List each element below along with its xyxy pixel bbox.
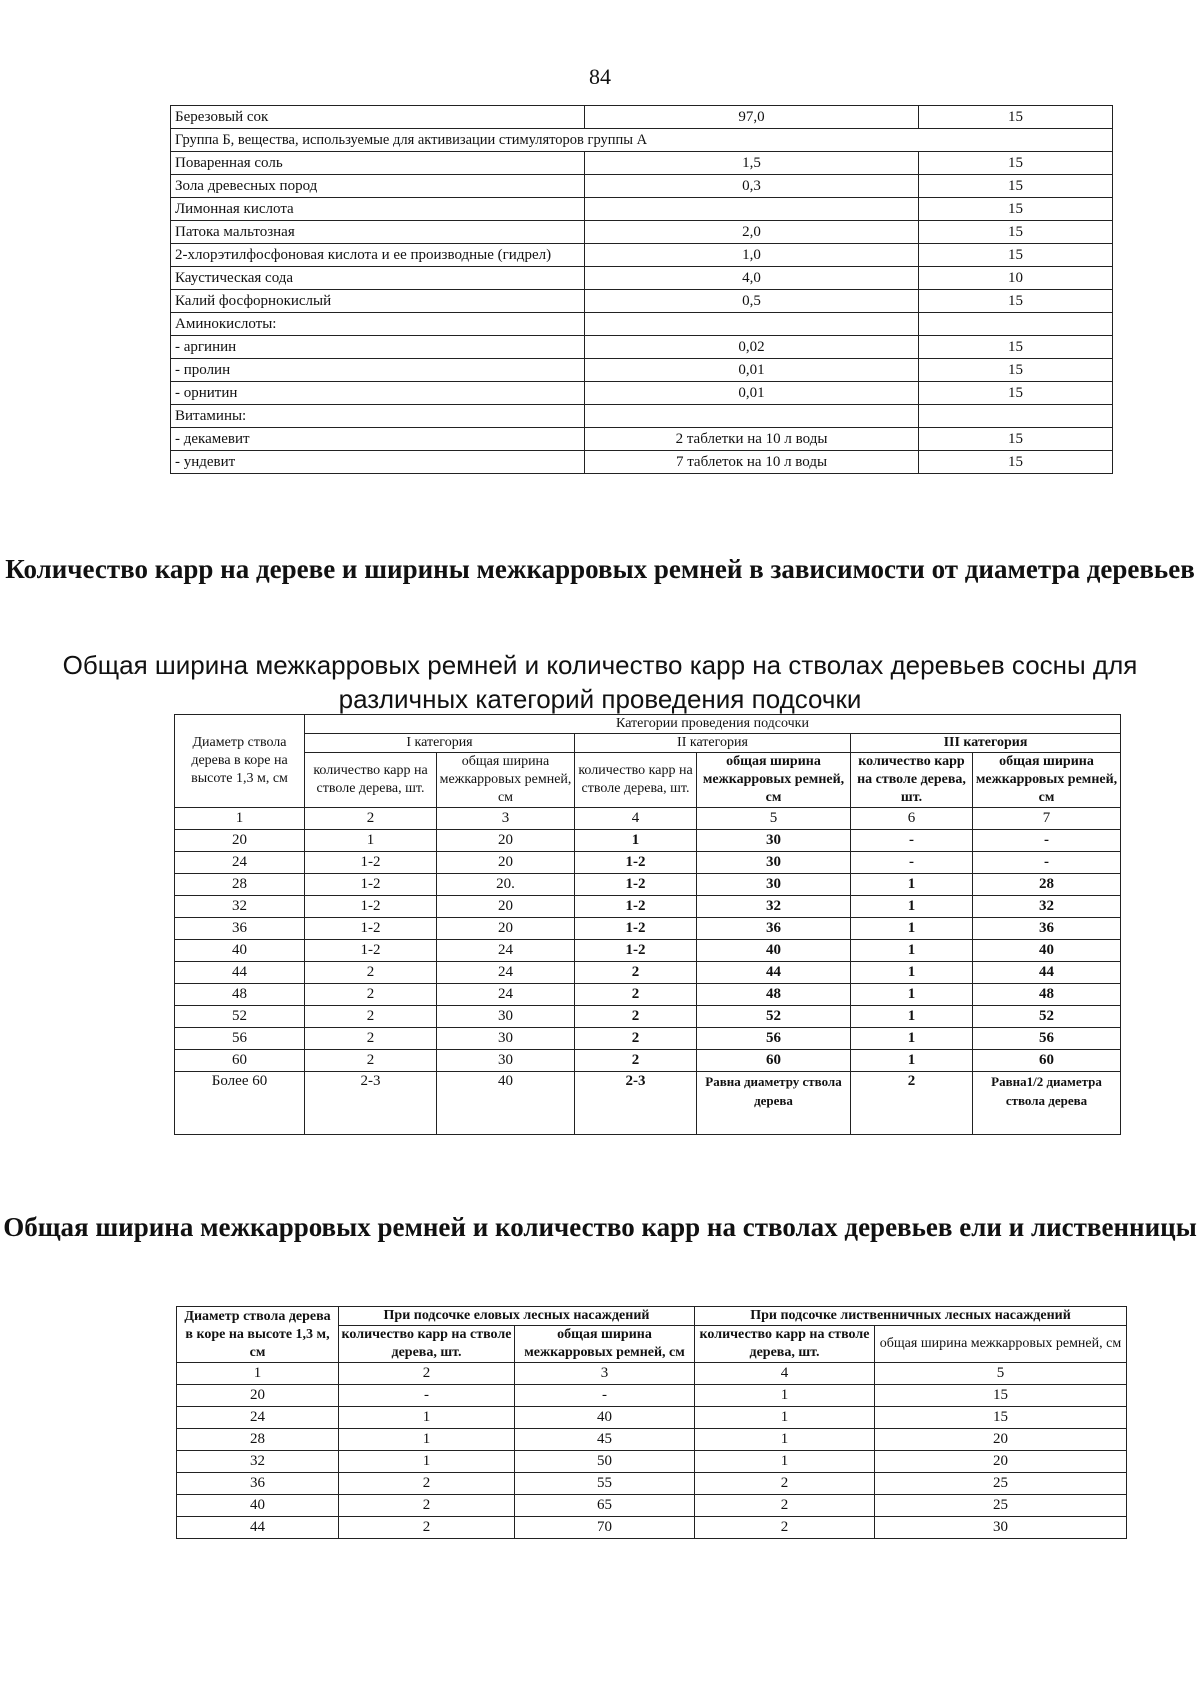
pine-header-diameter: Диаметр ствола дерева в коре на высоте 1,3 м, см (175, 715, 305, 808)
table-cell: 20 (437, 852, 575, 874)
table-row (177, 1451, 1127, 1473)
table-row (171, 175, 1113, 198)
interval: 15 (919, 175, 1113, 198)
table-cell: 2 (575, 1050, 697, 1072)
spruce-table-title: Общая ширина межкарровых ремней и количество карр на стволах деревьев ели и лиственницы (3, 1212, 1197, 1242)
table-cell: 2 (339, 1495, 515, 1517)
table-cell: 20. (437, 874, 575, 896)
pine-header-cat1: I категория (305, 734, 575, 753)
table-cell: 40 (175, 940, 305, 962)
table-row (175, 984, 1121, 1006)
table-cell: 24 (175, 852, 305, 874)
spruce-header-count-larch: количество карр на стволе дерева, шт. (695, 1326, 875, 1363)
table-cell: 44 (973, 962, 1121, 984)
table-cell: 1 (851, 918, 973, 940)
table-cell: 25 (875, 1495, 1127, 1517)
table-row (171, 221, 1113, 244)
pine-header-cat3: III категория (851, 734, 1121, 753)
column-number: 7 (973, 808, 1121, 830)
table-cell: 52 (175, 1006, 305, 1028)
table-cell: 1 (851, 962, 973, 984)
pine-header-count-cat2: количество карр на стволе дерева, шт. (575, 753, 697, 808)
table-row (171, 451, 1113, 474)
substance-name: Лимонная кислота (171, 198, 585, 221)
table-row (175, 940, 1121, 962)
concentration: 1,5 (585, 152, 919, 175)
table-cell: Более 60 (175, 1072, 305, 1135)
table-cell: 2-3 (575, 1072, 697, 1135)
interval: 15 (919, 428, 1113, 451)
substance-name: - ундевит (171, 451, 585, 474)
table-cell: 2 (305, 984, 437, 1006)
interval: 15 (919, 152, 1113, 175)
table-cell: - (851, 830, 973, 852)
table-cell: 70 (515, 1517, 695, 1539)
table-cell: 32 (697, 896, 851, 918)
table-cell: - (515, 1385, 695, 1407)
spruce-header-count-spruce: количество карр на стволе дерева, шт. (339, 1326, 515, 1363)
table-cell: 40 (515, 1407, 695, 1429)
table-cell: 1 (695, 1407, 875, 1429)
table-row (171, 198, 1113, 221)
column-number: 1 (177, 1363, 339, 1385)
table-cell: 28 (973, 874, 1121, 896)
table-cell: Равна диаметру ствола дерева (697, 1072, 851, 1135)
table-row (177, 1429, 1127, 1451)
table-cell: 2 (575, 1028, 697, 1050)
table-cell: 1-2 (575, 852, 697, 874)
section-title: Количество карр на дереве и ширины межкарровых ремней в зависимости от диаметра деревьев (5, 554, 1195, 584)
table-row (171, 244, 1113, 267)
table-cell: 2 (339, 1473, 515, 1495)
concentration: 0,01 (585, 382, 919, 405)
table-row (171, 290, 1113, 313)
table-row (177, 1407, 1127, 1429)
table-row (175, 962, 1121, 984)
table-cell: 56 (973, 1028, 1121, 1050)
table-cell: 25 (875, 1473, 1127, 1495)
table-cell: 20 (437, 918, 575, 940)
table-row (175, 830, 1121, 852)
table-row (175, 1050, 1121, 1072)
table-cell: 1 (851, 1028, 973, 1050)
table-cell: 15 (875, 1385, 1127, 1407)
interval: 15 (919, 290, 1113, 313)
table-cell: 20 (437, 896, 575, 918)
table-cell: 44 (175, 962, 305, 984)
pine-table-title: Общая ширина межкарровых ремней и количество карр на стволах деревьев сосны для различных категорий проведения подсочки (62, 650, 1138, 714)
table-cell: - (973, 852, 1121, 874)
table-cell: 32 (177, 1451, 339, 1473)
table-cell: 52 (973, 1006, 1121, 1028)
table-cell: 36 (177, 1473, 339, 1495)
page-number: 84 (589, 64, 611, 89)
table-cell: 24 (177, 1407, 339, 1429)
table-row (175, 1028, 1121, 1050)
spruce-header-larch: При подсочке лиственничных лесных насаждений (695, 1307, 1127, 1326)
pine-header-width-cat2: общая ширина межкарровых ремней, см (697, 753, 851, 808)
table-cell: 1 (339, 1429, 515, 1451)
column-number: 4 (575, 808, 697, 830)
table-cell: 1-2 (305, 852, 437, 874)
column-number: 5 (697, 808, 851, 830)
table-cell: 40 (177, 1495, 339, 1517)
table-cell: - (973, 830, 1121, 852)
interval: 15 (919, 382, 1113, 405)
substance-name: Калий фосфорнокислый (171, 290, 585, 313)
table-row (171, 336, 1113, 359)
substance-name: Каустическая сода (171, 267, 585, 290)
substance-name: - пролин (171, 359, 585, 382)
table-cell: 2 (339, 1517, 515, 1539)
substance-name: - орнитин (171, 382, 585, 405)
table-cell: 48 (175, 984, 305, 1006)
table-cell: 1 (695, 1385, 875, 1407)
table-cell: 2-3 (305, 1072, 437, 1135)
concentration: 1,0 (585, 244, 919, 267)
table-cell: 44 (177, 1517, 339, 1539)
interval: 15 (919, 244, 1113, 267)
table-cell: Равна1/2 диаметра ствола дерева (973, 1072, 1121, 1135)
pine-header-count-cat1: количество карр на стволе дерева, шт. (305, 753, 437, 808)
concentration (585, 313, 919, 336)
substance-name: Витамины: (171, 405, 585, 428)
table-cell: 2 (305, 1006, 437, 1028)
table-cell: 2 (305, 962, 437, 984)
table-cell: 24 (437, 940, 575, 962)
table-cell: 44 (697, 962, 851, 984)
substance-name: Поваренная соль (171, 152, 585, 175)
table-cell: 48 (697, 984, 851, 1006)
table-cell: 1 (695, 1429, 875, 1451)
table-cell: 20 (177, 1385, 339, 1407)
column-number: 3 (437, 808, 575, 830)
column-number: 2 (339, 1363, 515, 1385)
table-cell: 20 (875, 1451, 1127, 1473)
table-row (175, 852, 1121, 874)
table-cell: 1-2 (575, 896, 697, 918)
concentration (585, 405, 919, 428)
table-cell: 2 (695, 1517, 875, 1539)
table-row (171, 152, 1113, 175)
table-cell: 56 (175, 1028, 305, 1050)
table-row (171, 428, 1113, 451)
substance-name: - аргинин (171, 336, 585, 359)
table-cell: 30 (437, 1028, 575, 1050)
table-cell: 2 (305, 1050, 437, 1072)
table-row (171, 405, 1113, 428)
table-cell: 1 (851, 1006, 973, 1028)
column-number: 2 (305, 808, 437, 830)
table-cell: 50 (515, 1451, 695, 1473)
spruce-header-diameter: Диаметр ствола дерева в коре на высоте 1,3 м, см (177, 1307, 339, 1363)
table-cell: 1 (851, 896, 973, 918)
table-cell: 1 (339, 1407, 515, 1429)
table-cell: 1-2 (575, 940, 697, 962)
interval: 15 (919, 359, 1113, 382)
table-cell: 1 (851, 984, 973, 1006)
interval: 15 (919, 451, 1113, 474)
interval (919, 313, 1113, 336)
interval: 10 (919, 267, 1113, 290)
table-cell: 24 (437, 984, 575, 1006)
column-number-row (177, 1363, 1127, 1385)
table-cell: 28 (175, 874, 305, 896)
pine-table-body (175, 808, 1121, 1135)
table-cell: 30 (697, 852, 851, 874)
table-cell: 30 (875, 1517, 1127, 1539)
table-cell: 1 (695, 1451, 875, 1473)
table-cell: 52 (697, 1006, 851, 1028)
table-cell: 2 (575, 962, 697, 984)
table-cell: 56 (697, 1028, 851, 1050)
concentration: 0,01 (585, 359, 919, 382)
stimulants-table-body (171, 106, 1113, 474)
table-cell: 30 (697, 830, 851, 852)
interval (919, 405, 1113, 428)
table-row (175, 896, 1121, 918)
column-number: 3 (515, 1363, 695, 1385)
table-cell: 1 (851, 1050, 973, 1072)
table-cell: 55 (515, 1473, 695, 1495)
table-cell: 28 (177, 1429, 339, 1451)
table-cell: 1 (575, 830, 697, 852)
table-cell: 1-2 (305, 896, 437, 918)
table-cell: 60 (175, 1050, 305, 1072)
table-cell: 36 (973, 918, 1121, 940)
concentration: 7 таблеток на 10 л воды (585, 451, 919, 474)
table-row (177, 1385, 1127, 1407)
table-cell: 30 (437, 1006, 575, 1028)
table-cell: 1-2 (575, 874, 697, 896)
table-cell: 15 (875, 1407, 1127, 1429)
spruce-larch-table (176, 1306, 1127, 1539)
concentration: 0,5 (585, 290, 919, 313)
table-cell: 36 (175, 918, 305, 940)
table-row (177, 1495, 1127, 1517)
table-row (171, 382, 1113, 405)
pine-header-cat2: II категория (575, 734, 851, 753)
column-number: 5 (875, 1363, 1127, 1385)
table-cell: 60 (973, 1050, 1121, 1072)
table-cell: 2 (851, 1072, 973, 1135)
table-cell: 65 (515, 1495, 695, 1517)
table-cell: 2 (695, 1495, 875, 1517)
table-cell: 1 (851, 874, 973, 896)
table-cell: 30 (697, 874, 851, 896)
interval: 15 (919, 106, 1113, 129)
table-cell: 1 (305, 830, 437, 852)
table-cell: 40 (697, 940, 851, 962)
table-row (175, 1006, 1121, 1028)
table-cell: 1 (851, 940, 973, 962)
interval: 15 (919, 198, 1113, 221)
pine-header-categories: Категории проведения подсочки (305, 715, 1121, 734)
spruce-header-spruce: При подсочке еловых лесных насаждений (339, 1307, 695, 1326)
pine-header-width-cat3: общая ширина межкарровых ремней, см (973, 753, 1121, 808)
table-cell: - (851, 852, 973, 874)
table-cell: 1 (339, 1451, 515, 1473)
substance-name: Зола древесных пород (171, 175, 585, 198)
table-row (175, 874, 1121, 896)
interval: 15 (919, 221, 1113, 244)
table-cell: 40 (437, 1072, 575, 1135)
table-cell: 32 (973, 896, 1121, 918)
table-cell: 2 (575, 1006, 697, 1028)
pine-header-count-cat3: количество карр на стволе дерева, шт. (851, 753, 973, 808)
substance-name: Патока мальтозная (171, 221, 585, 244)
table-cell: 1-2 (305, 874, 437, 896)
table-cell: 24 (437, 962, 575, 984)
interval: 15 (919, 336, 1113, 359)
substance-name: Аминокислоты: (171, 313, 585, 336)
table-cell: - (339, 1385, 515, 1407)
table-cell: 2 (575, 984, 697, 1006)
table-cell: 45 (515, 1429, 695, 1451)
table-cell: 20 (875, 1429, 1127, 1451)
table-cell: 20 (175, 830, 305, 852)
table-row (175, 918, 1121, 940)
table-cell: 20 (437, 830, 575, 852)
table-cell: 1-2 (305, 918, 437, 940)
table-row (177, 1517, 1127, 1539)
table-cell: 2 (695, 1473, 875, 1495)
spruce-header-width-spruce: общая ширина межкарровых ремней, см (515, 1326, 695, 1363)
group-heading: Группа Б, вещества, используемые для активизации стимуляторов группы А (171, 129, 1113, 152)
table-cell: 36 (697, 918, 851, 940)
concentration: 2,0 (585, 221, 919, 244)
concentration: 4,0 (585, 267, 919, 290)
table-cell: 60 (697, 1050, 851, 1072)
table-row (171, 129, 1113, 152)
table-row (177, 1473, 1127, 1495)
table-cell: 1-2 (575, 918, 697, 940)
table-cell: 40 (973, 940, 1121, 962)
concentration: 0,02 (585, 336, 919, 359)
pine-table (174, 714, 1121, 1135)
table-cell: 2 (305, 1028, 437, 1050)
concentration: 97,0 (585, 106, 919, 129)
spruce-header-width-larch: общая ширина межкарровых ремней, см (875, 1326, 1127, 1363)
table-row (171, 267, 1113, 290)
column-number-row (175, 808, 1121, 830)
substance-name: 2-хлорэтилфосфоновая кислота и ее производные (гидрел) (171, 244, 585, 267)
table-row (171, 313, 1113, 336)
column-number: 1 (175, 808, 305, 830)
concentration: 2 таблетки на 10 л воды (585, 428, 919, 451)
substance-name: - декамевит (171, 428, 585, 451)
table-cell: 30 (437, 1050, 575, 1072)
table-row (171, 359, 1113, 382)
table-row (175, 1072, 1121, 1135)
spruce-table-body (177, 1363, 1127, 1539)
table-row (171, 106, 1113, 129)
stimulants-table (170, 105, 1113, 474)
column-number: 6 (851, 808, 973, 830)
table-cell: 1-2 (305, 940, 437, 962)
pine-header-width-cat1: общая ширина межкарровых ремней, см (437, 753, 575, 808)
concentration (585, 198, 919, 221)
concentration: 0,3 (585, 175, 919, 198)
substance-name: Березовый сок (171, 106, 585, 129)
column-number: 4 (695, 1363, 875, 1385)
table-cell: 32 (175, 896, 305, 918)
table-cell: 48 (973, 984, 1121, 1006)
